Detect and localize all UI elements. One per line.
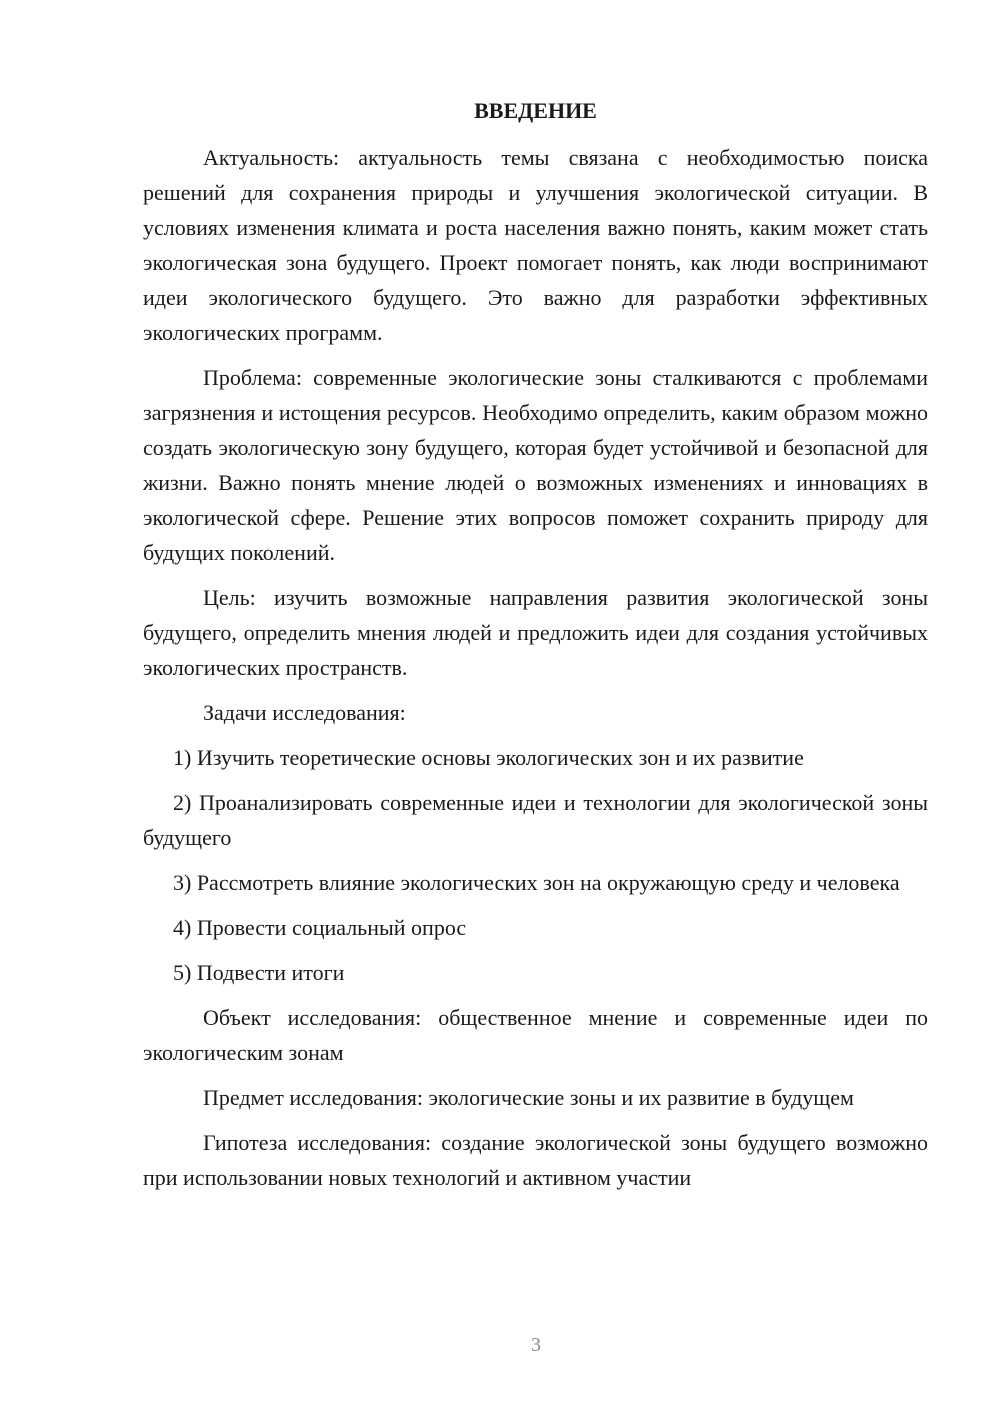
task-item: 3) Рассмотреть влияние экологических зон на окружающую среду и человека	[173, 870, 900, 895]
page-number: 3	[531, 1334, 541, 1356]
page-title: ВВЕДЕНИЕ	[474, 98, 597, 123]
problem-paragraph: Проблема: современные экологические зоны сталкиваются с проблемами загрязнения и истощения ресурсов. Необходимо определить, каким образом можно создать экологическую зону будущего, которая будет устойчивой и безопасной для жизни. Важно понять мнение людей о возможных изменениях и инновациях в экологической сфере. Решение этих вопросов поможет сохранить природу для будущих поколений.	[143, 365, 928, 565]
document-page	[143, 96, 928, 1205]
subject-paragraph: Предмет исследования: экологические зоны и их развитие в будущем	[203, 1085, 854, 1110]
task-item: 2) Проанализировать современные идеи и технологии для экологической зоны будущего	[143, 790, 928, 850]
task-item: 4) Провести социальный опрос	[173, 915, 467, 940]
goal-paragraph: Цель: изучить возможные направления развития экологической зоны будущего, определить мнения людей и предложить идеи для создания устойчивых экологических пространств.	[143, 585, 928, 680]
task-item: 1) Изучить теоретические основы экологических зон и их развитие	[173, 745, 804, 770]
relevance-paragraph: Актуальность: актуальность темы связана с необходимостью поиска решений для сохранения природы и улучшения экологической ситуации. В условиях изменения климата и роста населения важно понять, каким может стать экологическая зона будущего. Проект помогает понять, как люди воспринимают идеи экологического будущего. Это важно для разработки эффективных экологических программ.	[143, 145, 928, 345]
task-item: 5) Подвести итоги	[173, 960, 345, 985]
object-paragraph: Объект исследования: общественное мнение и современные идеи по экологическим зонам	[143, 1005, 928, 1065]
tasks-heading: Задачи исследования:	[203, 700, 406, 725]
hypothesis-paragraph: Гипотеза исследования: создание экологической зоны будущего возможно при использовании новых технологий и активном участии	[143, 1130, 928, 1190]
